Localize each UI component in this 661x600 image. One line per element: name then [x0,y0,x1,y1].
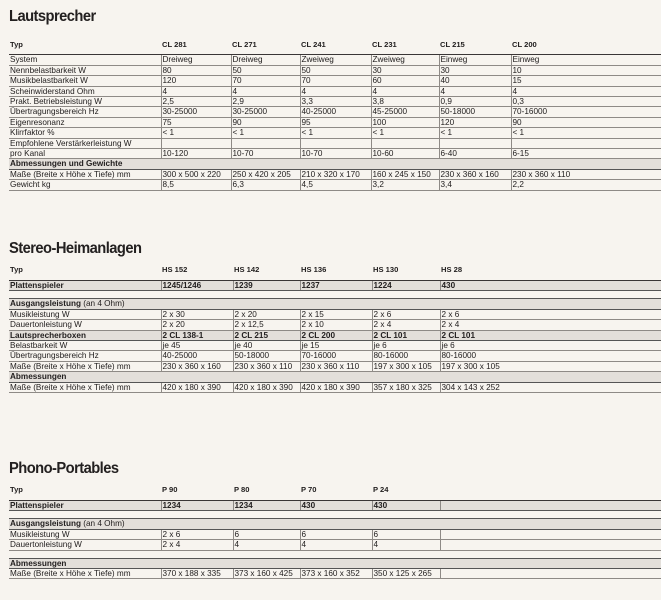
cell-value: 40 [439,76,511,86]
cell-value: 45-25000 [371,107,439,117]
row-label: Übertragungsbereich Hz [9,351,161,361]
cell-value: Dreiweg [161,55,231,65]
section-title: Phono-Portables [9,460,119,477]
table-row [9,117,661,127]
cell-value: 30-25000 [231,107,300,117]
cell-value: 3,2 [371,180,439,190]
cell-value: < 1 [439,128,511,138]
table-row [9,107,661,117]
cell-value: 2 CL 101 [372,330,440,340]
cell-value [161,138,231,148]
cell-value: 10-70 [231,149,300,159]
cell-value: 420 x 180 x 390 [300,382,372,392]
row-label: Scheinwiderstand Ohm [9,86,161,96]
cell-value: 230 x 360 x 110 [511,169,661,179]
row-label: Nennbelastbarkeit W [9,65,161,75]
section-stereo [9,240,661,393]
row-label: Dauertonleistung W [9,540,161,550]
cell-value: 2 CL 215 [233,330,300,340]
cell-value: 3,3 [300,97,371,107]
row-label: Musikleistung W [9,309,161,319]
model-name: HS 130 [372,265,440,281]
group-header [9,519,661,529]
cell-value [371,138,439,148]
cell-value: 40-25000 [300,107,371,117]
cell-value: Dreiweg [231,55,300,65]
cell-value: 373 x 160 x 352 [300,569,372,579]
table-row [9,180,661,190]
group-header [9,558,661,568]
group-label [9,519,661,529]
cell-value [511,138,661,148]
row-label: Belastbarkeit W [9,341,161,351]
cell-value: < 1 [300,128,371,138]
row-label: Gewicht kg [9,180,161,190]
row-label: Maße (Breite x Höhe x Tiefe) mm [9,169,161,179]
cell-value: je 40 [233,341,300,351]
model-name: HS 136 [300,265,372,281]
cell-value: 430 [372,501,440,511]
row-label: Maße (Breite x Höhe x Tiefe) mm [9,361,161,371]
row-label: Empfohlene Verstärkerleistung W [9,138,161,148]
cell-value: 80-16000 [440,351,661,361]
cell-value: 70-16000 [511,107,661,117]
cell-value: 4 [371,86,439,96]
group-label: Abmessungen und Gewichte [9,159,661,169]
section-title: Stereo-Heimanlagen [9,240,142,257]
row-label: Musikleistung W [9,529,161,539]
cell-value: 373 x 160 x 425 [233,569,300,579]
cell-value: 80 [161,65,231,75]
cell-value: 430 [300,501,372,511]
model-name: CL 215 [439,40,511,55]
cell-value: 70-16000 [300,351,372,361]
empty-cell [440,529,661,539]
cell-value: je 45 [161,341,233,351]
cell-value: 2 x 10 [300,320,372,330]
cell-value: 2,5 [161,97,231,107]
row-label: System [9,55,161,65]
header-row [9,485,661,501]
table-row [9,55,661,65]
cell-value: Einweg [439,55,511,65]
table-row [9,128,661,138]
cell-value: 4 [233,540,300,550]
cell-value: 420 x 180 x 390 [161,382,233,392]
cell-value: 420 x 180 x 390 [233,382,300,392]
cell-value: 2 CL 101 [440,330,661,340]
cell-value: 350 x 125 x 265 [372,569,440,579]
cell-value: 6 [372,529,440,539]
model-name: CL 241 [300,40,371,55]
model-name: P 70 [300,485,372,501]
table-row [9,138,661,148]
model-name: CL 271 [231,40,300,55]
table-row [9,361,661,371]
cell-value: 6,3 [231,180,300,190]
cell-value: 40-25000 [161,351,233,361]
model-name: HS 152 [161,265,233,281]
group-title: Ausgangsleistung [10,299,81,309]
cell-value: 50 [231,65,300,75]
cell-value: 50-18000 [439,107,511,117]
model-name: CL 200 [511,40,661,55]
empty-cell [440,485,661,501]
cell-value: 2 x 6 [161,529,233,539]
table-row [9,382,661,392]
group-label: Plattenspieler [9,501,161,511]
header-row [9,40,661,55]
typ-label: Typ [9,40,161,55]
cell-value [439,138,511,148]
cell-value: 4 [511,86,661,96]
cell-value: 2 CL 138-1 [161,330,233,340]
cell-value: 2 x 15 [300,309,372,319]
group-label [9,299,661,309]
cell-value: 120 [439,117,511,127]
cell-value: 4 [300,540,372,550]
cell-value: 197 x 300 x 105 [372,361,440,371]
cell-value: 70 [231,76,300,86]
group-label: Plattenspieler [9,281,161,291]
stereo-table [9,265,661,393]
group-label: Lautsprecherboxen [9,330,161,340]
cell-value: 70 [300,76,371,86]
cell-value: 2 x 6 [440,309,661,319]
group-note: (an 4 Ohm) [83,519,125,529]
table-row [9,309,661,319]
cell-value: < 1 [231,128,300,138]
row-label: Prakt. Betriebsleistung W [9,97,161,107]
row-label: pro Kanal [9,149,161,159]
cell-value: 10 [511,65,661,75]
cell-value: < 1 [511,128,661,138]
group-note: (an 4 Ohm) [83,299,125,309]
cell-value: 100 [371,117,439,127]
table-row [9,529,661,539]
cell-value: 2 x 4 [372,320,440,330]
group-header [9,159,661,169]
cell-value: 10-120 [161,149,231,159]
cell-value: 80-16000 [372,351,440,361]
empty-cell [440,569,661,579]
cell-value: 2 x 20 [233,309,300,319]
row-label: Übertragungsbereich Hz [9,107,161,117]
cell-value: 304 x 143 x 252 [440,382,661,392]
cell-value: 230 x 360 x 160 [161,361,233,371]
table-row [9,86,661,96]
cell-value: 4 [372,540,440,550]
table-row [9,540,661,550]
cell-value: je 15 [300,341,372,351]
cell-value: 6 [233,529,300,539]
cell-value: 50-18000 [233,351,300,361]
cell-value: 160 x 245 x 150 [371,169,439,179]
cell-value: 370 x 188 x 335 [161,569,233,579]
cell-value: 95 [300,117,371,127]
typ-label: Typ [9,265,161,281]
cell-value: 30 [371,65,439,75]
row-label: Klirrfaktor % [9,128,161,138]
cell-value: 250 x 420 x 205 [231,169,300,179]
section-phono [9,460,661,579]
group-header [9,281,661,291]
cell-value: 30 [439,65,511,75]
empty-cell [440,501,661,511]
cell-value: 230 x 360 x 110 [300,361,372,371]
cell-value: 2 x 4 [440,320,661,330]
model-name: HS 28 [440,265,661,281]
cell-value: 430 [440,281,661,291]
group-header [9,501,661,511]
cell-value: 90 [231,117,300,127]
table-row [9,320,661,330]
cell-value: je 6 [440,341,661,351]
cell-value: 2 x 12,5 [233,320,300,330]
cell-value: 210 x 320 x 170 [300,169,371,179]
cell-value: 10-70 [300,149,371,159]
model-name: CL 281 [161,40,231,55]
model-name: CL 231 [371,40,439,55]
row-label: Eigenresonanz [9,117,161,127]
table-row [9,341,661,351]
cell-value: Zweiweg [371,55,439,65]
cell-value: 2,2 [511,180,661,190]
table-row [9,76,661,86]
table-row [9,351,661,361]
cell-value: 90 [511,117,661,127]
model-name: HS 142 [233,265,300,281]
cell-value: 2 x 30 [161,309,233,319]
cell-value: 120 [161,76,231,86]
cell-value: 6 [300,529,372,539]
cell-value: 30-25000 [161,107,231,117]
cell-value: 2 CL 200 [300,330,372,340]
cell-value: 75 [161,117,231,127]
cell-value: 1237 [300,281,372,291]
cell-value: 1245/1246 [161,281,233,291]
cell-value: 230 x 360 x 160 [439,169,511,179]
cell-value [300,138,371,148]
model-name: P 80 [233,485,300,501]
cell-value: 0,9 [439,97,511,107]
table-row [9,97,661,107]
row-label: Dauertonleistung W [9,320,161,330]
section-lautsprecher [9,8,661,191]
group-title: Ausgangsleistung [10,519,81,529]
group-header [9,299,661,309]
table-row [9,149,661,159]
cell-value: 2 x 4 [161,540,233,550]
cell-value: 60 [371,76,439,86]
cell-value: 2,9 [231,97,300,107]
lautsprecher-table [9,40,661,191]
cell-value: 4 [161,86,231,96]
cell-value: < 1 [371,128,439,138]
cell-value: 197 x 300 x 105 [440,361,661,371]
cell-value: 6-40 [439,149,511,159]
section-title: Lautsprecher [9,8,96,25]
table-row [9,569,661,579]
cell-value: < 1 [161,128,231,138]
row-label: Musikbelastbarkeit W [9,76,161,86]
cell-value [231,138,300,148]
cell-value: 0,3 [511,97,661,107]
cell-value: 357 x 180 x 325 [372,382,440,392]
cell-value: 300 x 500 x 220 [161,169,231,179]
cell-value: 10-60 [371,149,439,159]
group-label: Abmessungen [9,372,661,382]
table-row [9,65,661,75]
group-header [9,330,661,340]
row-label: Maße (Breite x Höhe x Tiefe) mm [9,569,161,579]
model-name: P 24 [372,485,440,501]
cell-value: 1239 [233,281,300,291]
empty-cell [440,540,661,550]
cell-value: 4 [231,86,300,96]
cell-value: 4 [439,86,511,96]
cell-value: 230 x 360 x 110 [233,361,300,371]
model-name: P 90 [161,485,233,501]
row-label: Maße (Breite x Höhe x Tiefe) mm [9,382,161,392]
cell-value: 6-15 [511,149,661,159]
cell-value: Einweg [511,55,661,65]
cell-value: 1234 [161,501,233,511]
cell-value: 3,4 [439,180,511,190]
cell-value: 2 x 20 [161,320,233,330]
cell-value: 1224 [372,281,440,291]
cell-value: 50 [300,65,371,75]
cell-value: 4 [300,86,371,96]
cell-value: Zweiweg [300,55,371,65]
typ-label: Typ [9,485,161,501]
group-header [9,372,661,382]
cell-value: 15 [511,76,661,86]
group-label: Abmessungen [9,558,661,568]
cell-value: je 6 [372,341,440,351]
cell-value: 3,8 [371,97,439,107]
cell-value: 4,5 [300,180,371,190]
cell-value: 8,5 [161,180,231,190]
phono-table [9,485,661,579]
cell-value: 1234 [233,501,300,511]
header-row [9,265,661,281]
table-row [9,169,661,179]
cell-value: 2 x 6 [372,309,440,319]
